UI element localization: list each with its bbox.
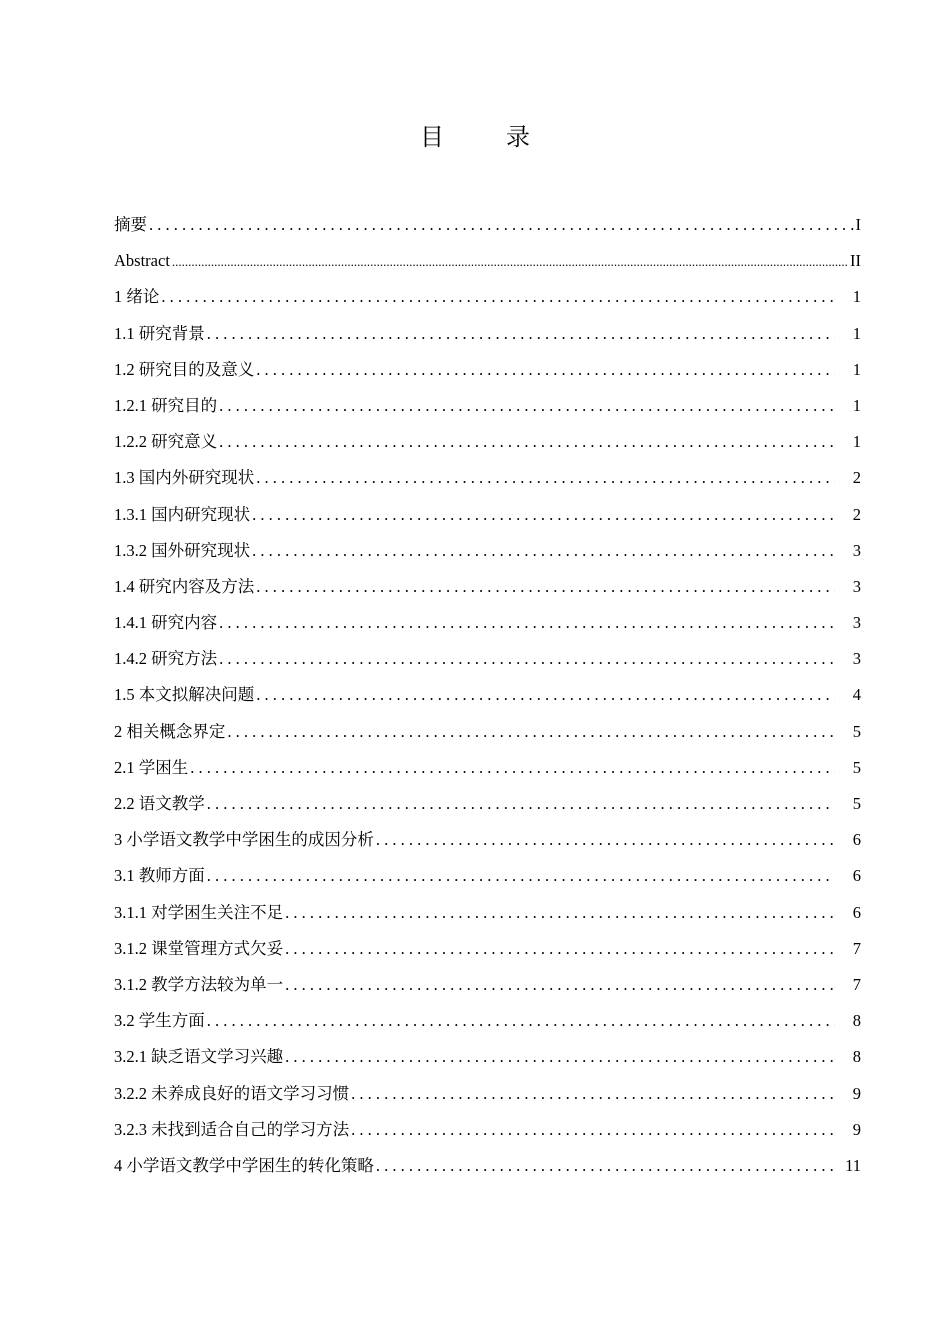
toc-entry-page: 6	[852, 830, 861, 850]
toc-leader-dots	[219, 648, 835, 670]
toc-entry-page: 6	[852, 902, 861, 922]
toc-entry-label: 3.1.2 课堂管理方式欠妥	[114, 938, 284, 958]
toc-title: 目 录	[420, 125, 558, 151]
toc-entry-page: 1	[852, 395, 861, 415]
toc-entry-page: 5	[852, 794, 861, 813]
toc-entry-page: 2	[852, 468, 861, 488]
toc-entry-label: 3.1.1 对学困生关注不足	[114, 902, 284, 922]
toc-entry-label: 3.2.2 未养成良好的语文学习习惯	[114, 1083, 350, 1103]
toc-entry-label: 1.2.2 研究意义	[114, 432, 218, 452]
toc-entry-page: 5	[852, 757, 861, 777]
toc-entry[interactable]	[114, 859, 861, 895]
toc-entry-label: 1.5 本文拟解决问题	[114, 685, 255, 705]
toc-entry-label: 2.2 语文教学	[114, 794, 205, 813]
toc-leader-dots	[149, 214, 854, 236]
toc-leader-dots	[219, 395, 835, 417]
toc-entry-page: 1	[852, 359, 861, 379]
toc-entry[interactable]	[114, 534, 861, 570]
toc-entry-page: 8	[852, 1011, 861, 1031]
toc-entry[interactable]	[114, 642, 861, 678]
toc-entry[interactable]	[114, 1040, 861, 1076]
toc-entry-page: 2	[852, 504, 861, 524]
toc-leader-dots	[207, 323, 835, 345]
toc-entry-label: 3.2.1 缺乏语文学习兴趣	[114, 1047, 284, 1067]
toc-entry-label: 3 小学语文教学中学困生的成因分析	[114, 830, 374, 850]
toc-entry-label: 4 小学语文教学中学困生的转化策略	[114, 1155, 374, 1175]
toc-entry-label: 3.2.3 未找到适合自己的学习方法	[114, 1119, 350, 1139]
toc-entry-page: 3	[852, 649, 861, 669]
toc-entry-label: 摘要	[114, 215, 147, 234]
toc-entry[interactable]	[114, 570, 861, 606]
toc-entry[interactable]	[114, 968, 861, 1004]
toc-entry-label: 1.2 研究目的及意义	[114, 359, 255, 379]
toc-entry[interactable]	[114, 715, 861, 751]
toc-entry[interactable]	[114, 896, 861, 932]
toc-leader-dots	[256, 684, 835, 706]
toc-entry-label: 3.1 教师方面	[114, 866, 205, 886]
toc-leader-dots	[190, 757, 835, 779]
toc-entry[interactable]	[114, 1149, 861, 1185]
toc-entry-page: 1	[852, 432, 861, 452]
toc-entry-label: 1.3.1 国内研究现状	[114, 504, 251, 524]
toc-entry-label: 2 相关概念界定	[114, 721, 226, 741]
toc-leader-dots	[285, 938, 835, 960]
toc-entry-page: 1	[852, 287, 861, 307]
toc-leader-dots	[227, 721, 835, 743]
toc-entry[interactable]	[114, 1004, 861, 1040]
toc-entry-page: 7	[852, 974, 861, 994]
toc-entry-page: 3	[852, 540, 861, 560]
toc-leader-dots	[285, 902, 835, 924]
toc-leader-dots	[207, 793, 835, 815]
toc-entry-label: 1.4.2 研究方法	[114, 649, 218, 669]
toc-leader-dots	[252, 504, 835, 526]
toc-entry-page: 3	[852, 613, 861, 633]
toc-entry[interactable]	[114, 1113, 861, 1149]
toc-leader-dots	[161, 286, 835, 308]
toc-leader-dots	[256, 467, 835, 489]
toc-entry-label: Abstract	[114, 251, 170, 271]
toc-leader-dots	[219, 431, 835, 453]
toc-entry-label: 1.4 研究内容及方法	[114, 576, 255, 596]
toc-leader-dots	[252, 540, 835, 562]
toc-leader-dots	[376, 1155, 835, 1177]
toc-entry-label: 1.1 研究背景	[114, 323, 205, 343]
toc-entry[interactable]	[114, 606, 861, 642]
toc-leader-dots	[376, 829, 835, 851]
toc-entry[interactable]	[114, 461, 861, 497]
toc-entry[interactable]	[114, 317, 861, 353]
toc-entry[interactable]	[114, 425, 861, 461]
toc-entry-page: 4	[852, 685, 861, 705]
toc-entry[interactable]	[114, 244, 861, 280]
toc-entry-page: 6	[852, 866, 861, 886]
toc-entry[interactable]	[114, 751, 861, 787]
toc-entry-page: 7	[852, 938, 861, 958]
toc-entry[interactable]	[114, 678, 861, 714]
toc-entry[interactable]	[114, 1077, 861, 1113]
toc-entry[interactable]	[114, 389, 861, 425]
toc-entry[interactable]	[114, 353, 861, 389]
toc-entry-page: 11	[845, 1155, 861, 1175]
toc-entry-label: 3.2 学生方面	[114, 1011, 205, 1031]
toc-entry[interactable]	[114, 280, 861, 316]
toc-entry[interactable]	[114, 787, 861, 823]
toc-entry[interactable]	[114, 498, 861, 534]
toc-entry-label: 1.2.1 研究目的	[114, 395, 218, 415]
toc-entry[interactable]	[114, 823, 861, 859]
toc-entry-page: 3	[852, 576, 861, 596]
toc-entry-page: II	[850, 251, 861, 271]
toc-list	[114, 208, 861, 1185]
toc-entry[interactable]	[114, 208, 861, 244]
toc-leader-dots	[172, 250, 848, 273]
toc-entry-page: 9	[852, 1083, 861, 1103]
toc-entry[interactable]	[114, 932, 861, 968]
toc-leader-dots	[351, 1083, 835, 1105]
toc-entry-label: 3.1.2 教学方法较为单一	[114, 974, 284, 994]
toc-entry-label: 1.4.1 研究内容	[114, 613, 218, 633]
toc-entry-page: 5	[852, 721, 861, 741]
toc-entry-page: 9	[852, 1119, 861, 1139]
toc-leader-dots	[256, 359, 835, 381]
toc-entry-label: 2.1 学困生	[114, 757, 189, 777]
toc-entry-label: 1 绪论	[114, 287, 160, 307]
toc-leader-dots	[256, 576, 835, 598]
toc-entry-page: I	[855, 215, 861, 234]
toc-leader-dots	[285, 974, 835, 996]
toc-leader-dots	[351, 1119, 835, 1141]
toc-leader-dots	[219, 612, 835, 634]
toc-entry-label: 1.3.2 国外研究现状	[114, 540, 251, 560]
toc-entry-page: 8	[852, 1047, 861, 1067]
toc-leader-dots	[207, 1010, 835, 1032]
toc-leader-dots	[207, 865, 835, 887]
toc-leader-dots	[285, 1046, 835, 1068]
toc-entry-page: 1	[852, 323, 861, 343]
toc-entry-label: 1.3 国内外研究现状	[114, 468, 255, 488]
